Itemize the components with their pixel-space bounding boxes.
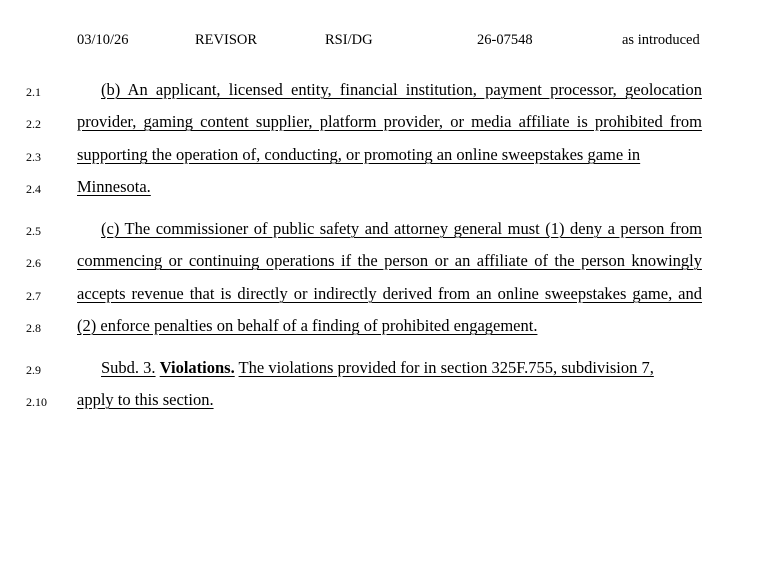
line-2-6 — [0, 250, 768, 274]
line-text: accepts revenue that is directly or indirectly derived from an online sweepstakes game, and — [77, 284, 702, 303]
line-text: apply to this section. — [77, 390, 214, 409]
line-number: 2.9 — [26, 363, 41, 377]
page-header — [0, 31, 768, 49]
header-revisor: REVISOR — [195, 32, 258, 48]
line-2-1 — [0, 79, 768, 103]
line-text: (b) An applicant, licensed entity, financial institution, payment processor, geolocation — [101, 80, 702, 99]
line-2-4 — [0, 176, 768, 200]
line-number: 2.4 — [26, 182, 41, 196]
line-text: (c) The commissioner of public safety and attorney general must (1) deny a person from — [101, 219, 702, 238]
line-text: (2) enforce penalties on behalf of a finding of prohibited engagement. — [77, 316, 538, 335]
line-number: 2.7 — [26, 289, 41, 303]
section-heading: Violations. — [159, 358, 235, 377]
line-2-10 — [0, 389, 768, 413]
line-number: 2.2 — [26, 117, 41, 131]
line-2-7 — [0, 283, 768, 307]
line-text: provider, gaming content supplier, platform provider, or media affiliate is prohibited from — [77, 112, 702, 131]
line-number: 2.8 — [26, 321, 41, 335]
line-text: Minnesota. — [77, 177, 151, 196]
line-text: The violations provided for in section 325F.755, subdivision 7, — [238, 358, 654, 377]
line-2-5 — [0, 218, 768, 242]
header-initials: RSI/DG — [325, 32, 373, 48]
subdivision-label: Subd. 3. — [101, 358, 156, 377]
line-2-2 — [0, 111, 768, 135]
line-number: 2.1 — [26, 85, 41, 99]
header-date: 03/10/26 — [77, 32, 129, 48]
line-number: 2.5 — [26, 224, 41, 238]
line-number: 2.6 — [26, 256, 41, 270]
line-number: 2.3 — [26, 150, 41, 164]
header-doc-number: 26-07548 — [477, 32, 533, 48]
line-2-3 — [0, 144, 768, 168]
line-number: 2.10 — [26, 395, 47, 409]
line-2-9 — [0, 357, 768, 381]
header-status: as introduced — [622, 32, 700, 48]
line-2-8 — [0, 315, 768, 339]
line-text: commencing or continuing operations if the person or an affiliate of the person knowingly — [77, 251, 702, 270]
line-text: supporting the operation of, conducting, or promoting an online sweepstakes game in — [77, 145, 641, 164]
